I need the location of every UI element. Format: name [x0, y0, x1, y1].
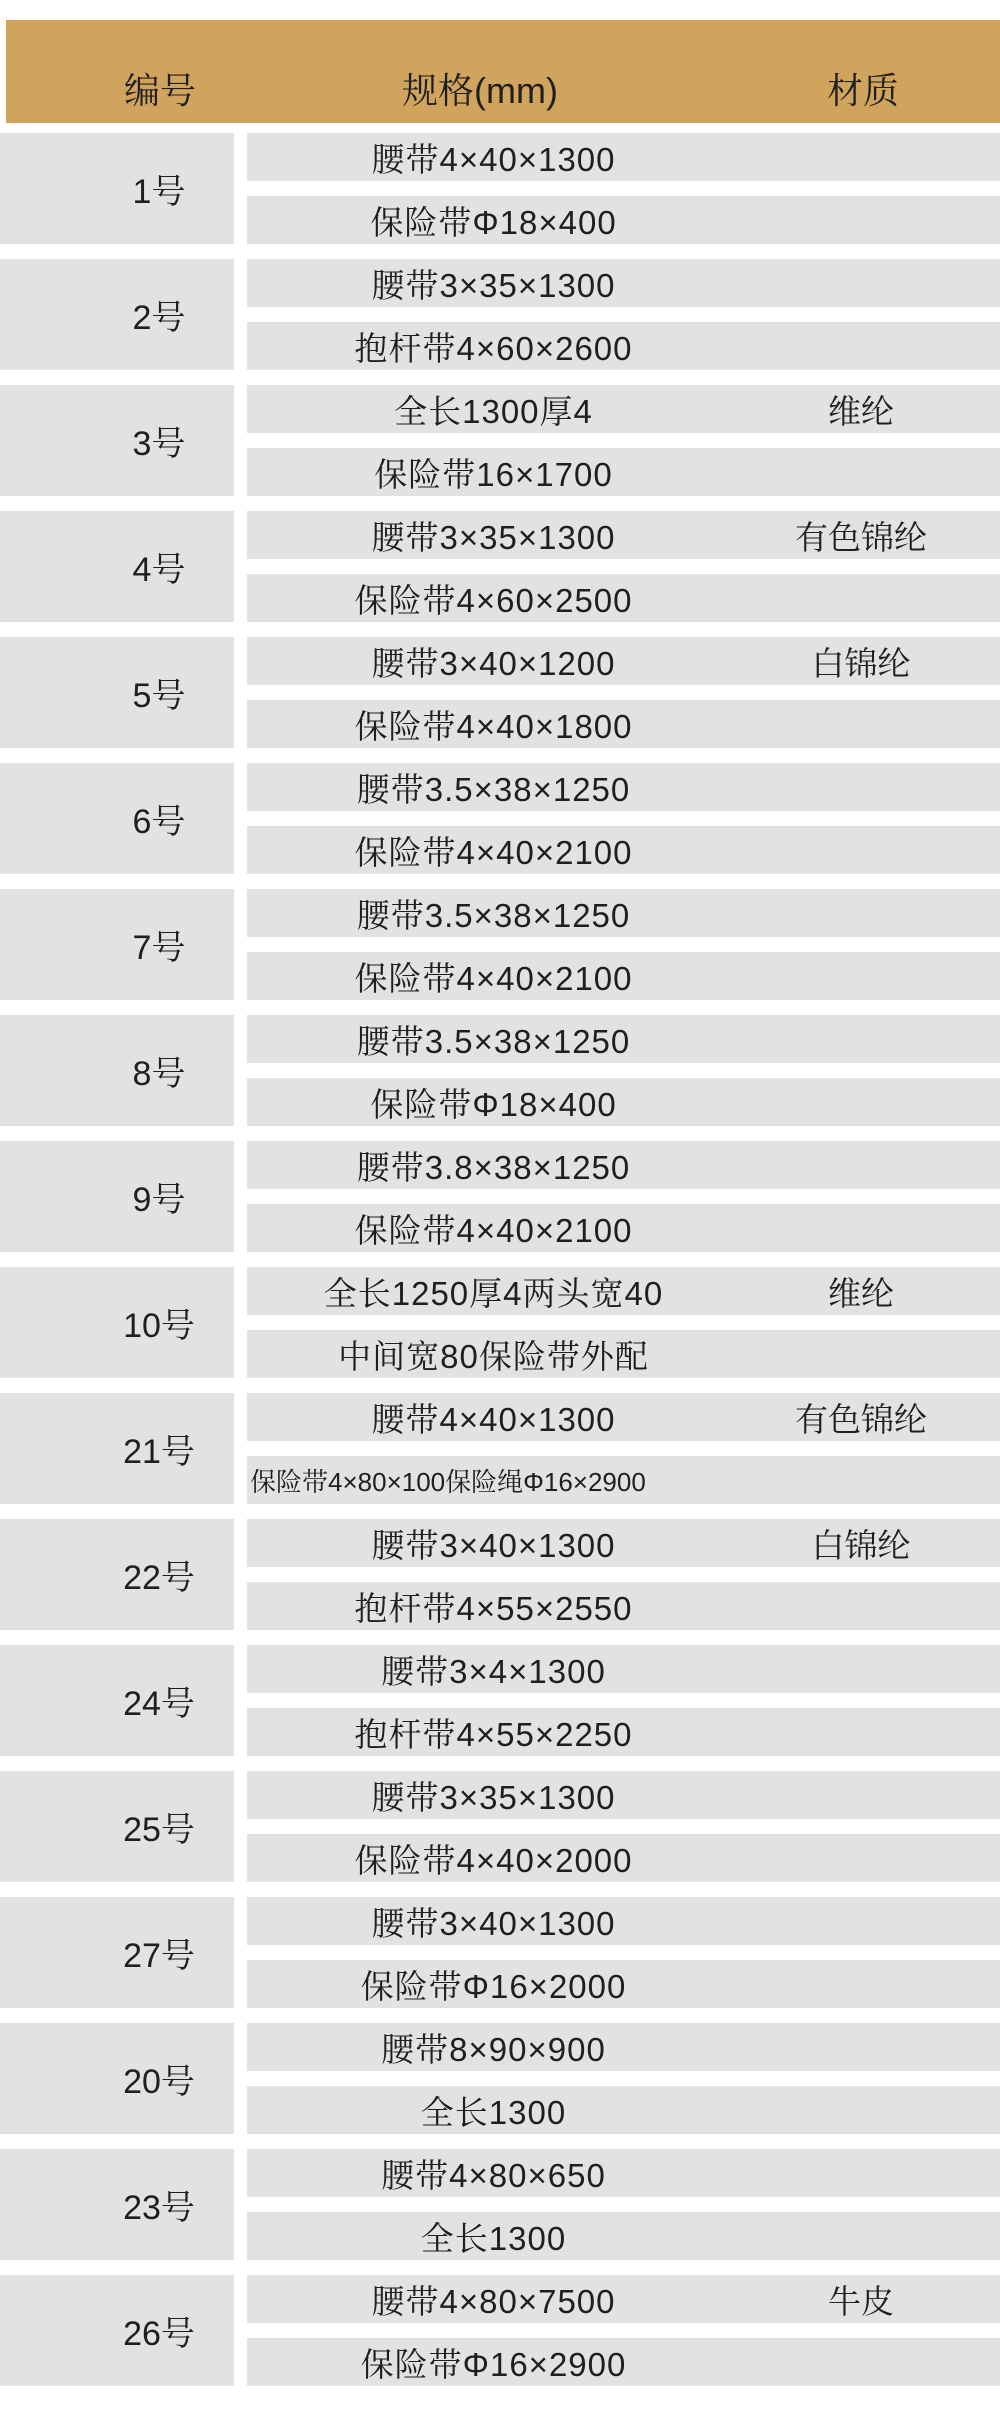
spec-sub-row: [247, 511, 1000, 559]
spec-text: 全长1300: [420, 2219, 567, 2257]
spec-text: 保险带4×40×2100: [354, 1211, 633, 1249]
table-row: [0, 259, 1000, 370]
row-spec-column: [247, 1519, 1000, 1630]
spec-text: 全长1250厚4两头宽40: [323, 1274, 664, 1312]
spec-sub-row: [247, 1771, 1000, 1819]
row-number-cell: 27号: [0, 1897, 234, 2008]
spec-sub-row: [247, 1897, 1000, 1945]
spec-sub-row: [247, 196, 1000, 244]
spec-sub-row: [247, 2338, 1000, 2386]
row-spec-column: [247, 1897, 1000, 2008]
spec-sub-row: [247, 2149, 1000, 2197]
spec-text: 全长1300: [420, 2093, 567, 2131]
spec-sub-row: [247, 133, 1000, 181]
row-spec-column: [247, 511, 1000, 622]
table-row: [0, 1393, 1000, 1504]
row-number-cell: 6号: [0, 763, 234, 874]
spec-text: 保险带4×40×2000: [354, 1841, 633, 1879]
spec-sub-row: [247, 2023, 1000, 2071]
table-row: [0, 385, 1000, 496]
row-number-cell: 21号: [0, 1393, 234, 1504]
row-spec-column: [247, 133, 1000, 244]
row-number-cell: 22号: [0, 1519, 234, 1630]
spec-sub-row: [247, 322, 1000, 370]
table-row: [0, 763, 1000, 874]
table-header: [6, 20, 1000, 123]
table-row: [0, 1519, 1000, 1630]
table-row: [0, 1141, 1000, 1252]
header-col-spec: 规格(mm): [402, 70, 558, 111]
row-number-cell: 2号: [0, 259, 234, 370]
spec-text: 保险带Φ16×2900: [360, 2345, 627, 2383]
spec-text: 腰带3×35×1300: [371, 266, 616, 304]
spec-sub-row: [247, 700, 1000, 748]
spec-text: 保险带4×80×100保险绳Φ16×2900: [250, 1466, 646, 1497]
row-number-cell: 3号: [0, 385, 234, 496]
material-text: 牛皮: [828, 2282, 894, 2320]
row-number-cell: 25号: [0, 1771, 234, 1882]
spec-text: 腰带4×40×1300: [371, 140, 616, 178]
spec-sub-row: [247, 1456, 1000, 1504]
row-number-cell: 24号: [0, 1645, 234, 1756]
table-row: [0, 889, 1000, 1000]
row-spec-column: [247, 1771, 1000, 1882]
spec-sub-row: [247, 1204, 1000, 1252]
spec-sub-row: [247, 2086, 1000, 2134]
spec-sub-row: [247, 2275, 1000, 2323]
row-number-cell: 10号: [0, 1267, 234, 1378]
spec-text: 保险带4×40×1800: [354, 707, 633, 745]
spec-text: 保险带4×40×2100: [354, 959, 633, 997]
row-number-cell: 7号: [0, 889, 234, 1000]
header-col-material: 材质: [826, 70, 899, 111]
row-number-cell: 4号: [0, 511, 234, 622]
spec-text: 腰带3.8×38×1250: [356, 1148, 631, 1186]
spec-sub-row: [247, 448, 1000, 496]
spec-text: 保险带4×40×2100: [354, 833, 633, 871]
spec-sub-row: [247, 574, 1000, 622]
spec-sub-row: [247, 1519, 1000, 1567]
spec-text: 腰带3.5×38×1250: [356, 896, 631, 934]
row-number-cell: 8号: [0, 1015, 234, 1126]
row-number-cell: 26号: [0, 2275, 234, 2386]
row-spec-column: [247, 259, 1000, 370]
row-spec-column: [247, 2149, 1000, 2260]
table-row: [0, 1771, 1000, 1882]
row-spec-column: [247, 637, 1000, 748]
spec-table-body: [0, 133, 1000, 2386]
spec-text: 中间宽80保险带外配: [338, 1337, 649, 1375]
spec-text: 腰带8×90×900: [381, 2030, 606, 2068]
row-number-cell: 1号: [0, 133, 234, 244]
spec-sub-row: [247, 1708, 1000, 1756]
row-number-cell: 20号: [0, 2023, 234, 2134]
row-spec-column: [247, 1015, 1000, 1126]
spec-sub-row: [247, 1960, 1000, 2008]
spec-text: 腰带3×40×1300: [371, 1526, 616, 1564]
spec-sub-row: [247, 1015, 1000, 1063]
spec-sub-row: [247, 1267, 1000, 1315]
spec-text: 抱杆带4×55×2250: [354, 1715, 633, 1753]
spec-text: 腰带3×40×1300: [371, 1904, 616, 1942]
row-spec-column: [247, 2023, 1000, 2134]
row-spec-column: [247, 385, 1000, 496]
spec-text: 保险带Φ18×400: [370, 203, 617, 241]
spec-text: 腰带4×40×1300: [371, 1400, 616, 1438]
material-text: 白锦纶: [811, 644, 911, 682]
table-row: [0, 2149, 1000, 2260]
row-spec-column: [247, 889, 1000, 1000]
spec-sub-row: [247, 1078, 1000, 1126]
spec-text: 抱杆带4×55×2550: [354, 1589, 633, 1627]
spec-text: 保险带16×1700: [374, 455, 613, 493]
row-spec-column: [247, 763, 1000, 874]
material-text: 有色锦纶: [795, 518, 927, 556]
table-row: [0, 2275, 1000, 2386]
spec-sub-row: [247, 826, 1000, 874]
row-spec-column: [247, 1141, 1000, 1252]
spec-sub-row: [247, 259, 1000, 307]
spec-text: 保险带Φ16×2000: [360, 1967, 627, 2005]
spec-sub-row: [247, 763, 1000, 811]
spec-sub-row: [247, 1330, 1000, 1378]
spec-text: 腰带3×35×1300: [371, 518, 616, 556]
row-spec-column: [247, 2275, 1000, 2386]
row-number-cell: 9号: [0, 1141, 234, 1252]
spec-text: 腰带3×4×1300: [381, 1652, 606, 1690]
spec-text: 腰带3×35×1300: [371, 1778, 616, 1816]
spec-sub-row: [247, 637, 1000, 685]
spec-text: 腰带3.5×38×1250: [356, 770, 631, 808]
spec-text: 抱杆带4×60×2600: [354, 329, 633, 367]
material-text: 维纶: [828, 392, 894, 430]
table-row: [0, 1897, 1000, 2008]
table-row: [0, 637, 1000, 748]
material-text: 维纶: [828, 1274, 894, 1312]
spec-text: 腰带4×80×650: [381, 2156, 606, 2194]
table-row: [0, 1645, 1000, 1756]
spec-sub-row: [247, 2212, 1000, 2260]
table-row: [0, 2023, 1000, 2134]
header-col-number: 编号: [123, 70, 196, 111]
row-number-cell: 5号: [0, 637, 234, 748]
spec-text: 保险带4×60×2500: [354, 581, 633, 619]
material-text: 有色锦纶: [795, 1400, 927, 1438]
spec-sub-row: [247, 1582, 1000, 1630]
spec-text: 腰带3.5×38×1250: [356, 1022, 631, 1060]
material-text: 白锦纶: [811, 1526, 911, 1564]
table-row: [0, 1267, 1000, 1378]
table-row: [0, 511, 1000, 622]
spec-sub-row: [247, 1834, 1000, 1882]
row-number-cell: 23号: [0, 2149, 234, 2260]
spec-sub-row: [247, 889, 1000, 937]
spec-sub-row: [247, 1393, 1000, 1441]
table-row: [0, 1015, 1000, 1126]
spec-sub-row: [247, 952, 1000, 1000]
spec-text: 全长1300厚4: [394, 392, 593, 430]
spec-text: 保险带Φ18×400: [370, 1085, 617, 1123]
spec-text: 腰带3×40×1200: [371, 644, 616, 682]
row-spec-column: [247, 1267, 1000, 1378]
spec-text: 腰带4×80×7500: [371, 2282, 616, 2320]
row-spec-column: [247, 1645, 1000, 1756]
spec-sub-row: [247, 385, 1000, 433]
row-spec-column: [247, 1393, 1000, 1504]
spec-sub-row: [247, 1141, 1000, 1189]
table-row: [0, 133, 1000, 244]
spec-sub-row: [247, 1645, 1000, 1693]
